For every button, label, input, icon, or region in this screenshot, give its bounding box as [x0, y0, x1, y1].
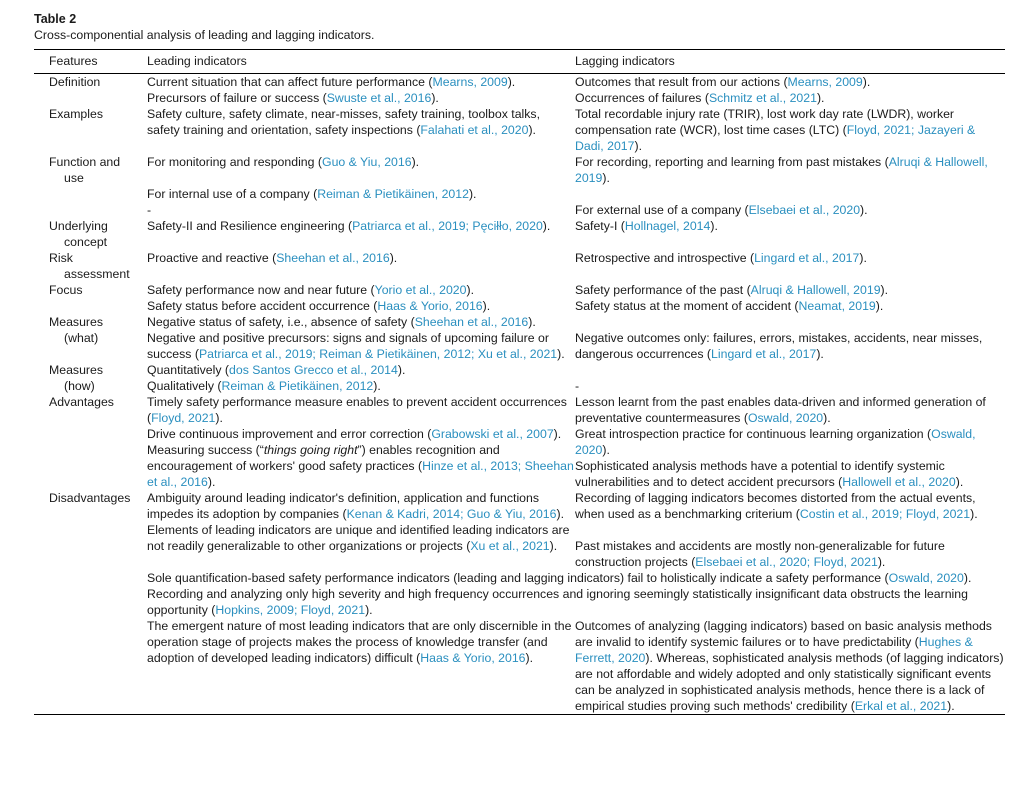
table-label: Table 2: [34, 12, 77, 26]
citation-link[interactable]: Alruqi & Hallowell, 2019: [750, 283, 881, 297]
leading-cell: [147, 394, 575, 490]
header-features: Features: [34, 50, 147, 74]
table-header-row: [34, 50, 1005, 74]
leading-cell: [147, 154, 575, 218]
citation-link[interactable]: Floyd, 2021: [151, 411, 216, 425]
table-caption: Cross-componential analysis of leading and lagging indicators.: [34, 28, 375, 42]
cell-entry: For internal use of a company (Reiman & Pietikäinen, 2012).: [147, 187, 477, 201]
citation-link[interactable]: Oswald, 2020: [575, 427, 976, 457]
citation-link[interactable]: Reiman & Pietikäinen, 2012: [221, 379, 374, 393]
feature-label: Definition: [49, 75, 101, 89]
citation-link[interactable]: Floyd, 2021; Jazayeri & Dadi, 2017: [575, 123, 976, 153]
table-row-risk-assessment: [34, 250, 1005, 282]
citation-link[interactable]: Alruqi & Hallowell, 2019: [575, 155, 988, 185]
citation-link[interactable]: Oswald, 2020: [888, 571, 964, 585]
citation-link[interactable]: Grabowski et al., 2007: [431, 427, 554, 441]
citation-link[interactable]: Schmitz et al., 2021: [708, 91, 817, 105]
citation-link[interactable]: Reiman & Pietikäinen, 2012: [317, 187, 469, 201]
cell-entry: Lesson learnt from the past enables data-driven and informed generation of preventative countermeasures (Oswald, 2020).: [575, 395, 986, 425]
feature-label: Advantages: [49, 395, 114, 409]
citation-link[interactable]: Sheehan et al., 2016: [414, 315, 529, 329]
leading-cell: [147, 74, 575, 107]
citation-link[interactable]: Xu et al., 2021: [470, 539, 550, 553]
table-row-disadvantages-shared-2: [34, 586, 1005, 618]
cell-entry: Past mistakes and accidents are mostly non-generalizable for future construction projects (Elsebaei et al., 2020; Floyd, 2021).: [575, 539, 945, 569]
citation-link[interactable]: Lingard et al., 2017: [711, 347, 817, 361]
cell-entry: Negative status of safety, i.e., absence of safety (Sheehan et al., 2016).: [147, 315, 536, 329]
citation-link[interactable]: Guo & Yiu, 2016: [322, 155, 412, 169]
empty-dash: -: [575, 379, 580, 393]
citation-link[interactable]: Hughes & Ferrett, 2020: [575, 635, 973, 665]
cell-entry: Negative outcomes only: failures, errors, mistakes, accidents, near misses, dangerous occurrences (Lingard et al., 2017).: [575, 331, 983, 361]
table-row-measures-what: [34, 314, 1005, 362]
cell-entry: Timely safety performance measure enables to prevent accident occurrences (Floyd, 2021).: [147, 395, 567, 425]
citation-link[interactable]: Patriarca et al., 2019; Pęciłło, 2020: [352, 219, 543, 233]
comparison-table: [34, 49, 1005, 715]
cell-entry: Safety performance of the past (Alruqi & Hallowell, 2019).: [575, 283, 889, 297]
table-row-function-use: [34, 154, 1005, 218]
lagging-cell: Total recordable injury rate (TRIR), lost work day rate (LWDR), worker compensation rate (WCR), lost time cases (LTC) (Floyd, 2021; Jazayeri & Dadi, 2017).: [575, 107, 976, 153]
feature-label: Measures (how): [49, 363, 103, 393]
table-row-underlying-concept: [34, 218, 1005, 250]
lagging-cell: [575, 490, 1005, 570]
citation-link[interactable]: Costin et al., 2019; Floyd, 2021: [799, 507, 971, 521]
lagging-cell: [575, 74, 1005, 107]
feature-label: Focus: [49, 283, 83, 297]
leading-cell: The emergent nature of most leading indicators that are only discernible in the operation stage of projects makes the process of knowledge transfer (and adoption of developed leading indicators) difficult (Haas & Yorio, 2016).: [147, 619, 572, 665]
citation-link[interactable]: Oswald, 2020: [747, 411, 824, 425]
header-lagging: Lagging indicators: [575, 50, 1005, 74]
leading-cell: [147, 282, 575, 314]
citation-link[interactable]: Haas & Yorio, 2016: [420, 651, 526, 665]
feature-label: Disadvantages: [49, 491, 131, 505]
cell-entry: Precursors of failure or success (Swuste et al., 2016).: [147, 91, 439, 105]
leading-cell: [147, 362, 575, 394]
feature-label: Function and use: [49, 155, 121, 185]
citation-link[interactable]: Elsebaei et al., 2020: [748, 203, 861, 217]
cell-entry: Occurrences of failures (Schmitz et al., 2021).: [575, 91, 825, 105]
leading-cell: Proactive and reactive (Sheehan et al., 2016).: [147, 251, 398, 265]
shared-cell: Sole quantification-based safety performance indicators (leading and lagging indicators) fail to holistically indicate a safety performance (Oswald, 2020).: [147, 571, 972, 585]
table-row-disadvantages-shared-1: [34, 570, 1005, 586]
citation-link[interactable]: Mearns, 2009: [787, 75, 863, 89]
cell-entry: Safety performance now and near future (Yorio et al., 2020).: [147, 283, 474, 297]
citation-link[interactable]: Sheehan et al., 2016: [276, 251, 390, 265]
citation-link[interactable]: Kenan & Kadri, 2014; Guo & Yiu, 2016: [346, 507, 557, 521]
cell-entry: For recording, reporting and learning from past mistakes (Alruqi & Hallowell, 2019).: [575, 155, 988, 185]
citation-link[interactable]: Yorio et al., 2020: [374, 283, 467, 297]
cell-entry: Drive continuous improvement and error correction (Grabowski et al., 2007).: [147, 427, 562, 441]
cell-entry: Outcomes that result from our actions (Mearns, 2009).: [575, 75, 871, 89]
table-row-examples: [34, 106, 1005, 154]
table-row-focus: [34, 282, 1005, 314]
lagging-cell: Outcomes of analyzing (lagging indicators) based on basic analysis methods are invalid to identify systemic failures or to have predictability (Hughes & Ferrett, 2020). Whereas, sophisticated analysis methods (of lagging indicators) are not affordable and widely adopted and only statistically significant events can be analyzed in sophisticated analysis methods, hence there is a lack of empirical studies proving such methods' credibility (Erkal et al., 2021).: [575, 619, 1004, 713]
cell-entry: Recording of lagging indicators becomes distorted from the actual events, when used as a benchmarking criterium (Costin et al., 2019; Floyd, 2021).: [575, 491, 978, 521]
citation-link[interactable]: Patriarca et al., 2019; Reiman & Pietikäinen, 2012; Xu et al., 2021: [198, 347, 558, 361]
table-row-disadvantages: [34, 490, 1005, 570]
cell-entry: Current situation that can affect future performance (Mearns, 2009).: [147, 75, 516, 89]
table-row-measures-how: [34, 362, 1005, 394]
cell-entry: Great introspection practice for continuous learning organization (Oswald, 2020).: [575, 427, 976, 457]
cell-entry: For external use of a company (Elsebaei et al., 2020).: [575, 203, 868, 217]
lagging-cell: [575, 362, 1005, 394]
cell-entry: Quantitatively (dos Santos Grecco et al., 2014).: [147, 363, 406, 377]
citation-link[interactable]: Erkal et al., 2021: [854, 699, 948, 713]
lagging-cell: [575, 314, 1005, 362]
leading-cell: [147, 490, 575, 570]
feature-label: Measures (what): [49, 315, 103, 345]
leading-cell: Safety-II and Resilience engineering (Patriarca et al., 2019; Pęciłło, 2020).: [147, 219, 551, 233]
lagging-cell: Retrospective and introspective (Lingard et al., 2017).: [575, 251, 867, 265]
table-row-advantages: [34, 394, 1005, 490]
citation-link[interactable]: Swuste et al., 2016: [326, 91, 432, 105]
citation-link[interactable]: Hopkins, 2009; Floyd, 2021: [215, 603, 366, 617]
lagging-cell: [575, 394, 1005, 490]
cell-entry: Measuring success (“things going right”) enables recognition and encouragement of workers' good safety practices (Hinze et al., 2013; Sheehan et al., 2016).: [147, 443, 574, 489]
citation-link[interactable]: Elsebaei et al., 2020; Floyd, 2021: [695, 555, 878, 569]
lagging-cell: Safety-I (Hollnagel, 2014).: [575, 219, 718, 233]
cell-entry: Safety status at the moment of accident (Neamat, 2019).: [575, 299, 884, 313]
citation-link[interactable]: Lingard et al., 2017: [754, 251, 860, 265]
header-leading: Leading indicators: [147, 50, 575, 74]
citation-link[interactable]: Hallowell et al., 2020: [842, 475, 956, 489]
citation-link[interactable]: Neamat, 2019: [798, 299, 876, 313]
citation-link[interactable]: Mearns, 2009: [432, 75, 508, 89]
table-row-disadvantages-last: [34, 618, 1005, 715]
lagging-cell: [575, 154, 1005, 218]
citation-link[interactable]: Haas & Yorio, 2016: [377, 299, 483, 313]
cell-entry: Qualitatively (Reiman & Pietikäinen, 2012).: [147, 379, 381, 393]
lagging-cell: [575, 282, 1005, 314]
citation-link[interactable]: Falahati et al., 2020: [420, 123, 529, 137]
empty-dash: -: [147, 203, 152, 217]
cell-entry: Ambiguity around leading indicator's definition, application and functions impedes its adoption by companies (Kenan & Kadri, 2014; Guo & Yiu, 2016).: [147, 491, 564, 521]
citation-link[interactable]: Hollnagel, 2014: [624, 219, 711, 233]
citation-link[interactable]: dos Santos Grecco et al., 2014: [229, 363, 398, 377]
leading-cell: [147, 314, 575, 362]
feature-label: Underlying concept: [49, 219, 108, 249]
leading-cell: Safety culture, safety climate, near-misses, safety training, toolbox talks, safety training and orientation, safety inspections (Falahati et al., 2020).: [147, 107, 540, 137]
feature-label: Examples: [49, 107, 103, 121]
cell-entry: Elements of leading indicators are unique and identified leading indicators are not readily generalizable to other organizations or projects (Xu et al., 2021).: [147, 523, 570, 553]
cell-entry: Sophisticated analysis methods have a potential to identify systemic vulnerabilities and to detect accident precursors (Hallowell et al., 2020).: [575, 459, 964, 489]
cell-entry: Safety status before accident occurrence (Haas & Yorio, 2016).: [147, 299, 491, 313]
table-row-definition: [34, 74, 1005, 107]
cell-entry: For monitoring and responding (Guo & Yiu, 2016).: [147, 155, 420, 169]
cell-entry: Negative and positive precursors: signs and signals of upcoming failure or success (Patriarca et al., 2019; Reiman & Pietikäinen, 2012; Xu et al., 2021).: [147, 331, 565, 361]
shared-cell: Recording and analyzing only high severity and high frequency occurrences and ignoring seemingly statistically insignificant data obstructs the learning opportunity (Hopkins, 2009; Floyd, 2021).: [147, 587, 968, 617]
feature-label: Risk assessment: [49, 251, 130, 281]
citation-link[interactable]: Hinze et al., 2013; Sheehan et al., 2016: [147, 459, 574, 489]
